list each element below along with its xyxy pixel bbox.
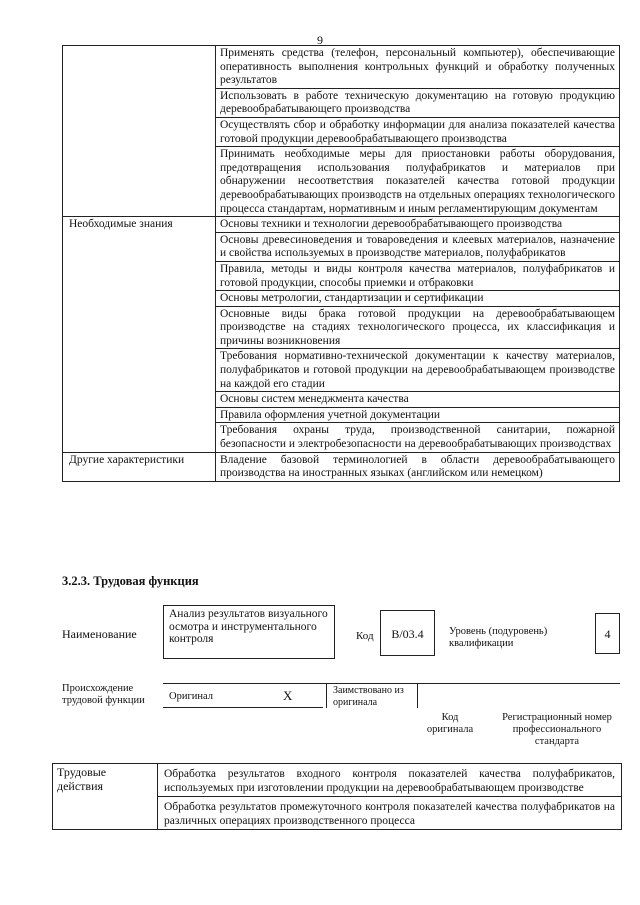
knowledge-skills-table [62,45,620,482]
origin-label: Происхождение трудовой функции [62,683,145,706]
knowledge-item: Правила, методы и виды контроля качества материалов, полуфабрикатов и готовой продукции, способы приемки и отбраковки [216,261,620,290]
skills-label-cell [63,46,216,217]
original-label: Оригинал [169,691,213,702]
table-row [63,452,620,481]
skill-item: Применять средства (телефон, персональный компьютер), обеспечивающие оперативность выполнения контрольных функций и обработку полученных результатов [216,46,620,89]
labor-action-item: Обработка результатов входного контроля показателей качества полуфабрикатов, используемых при изготовлении продукции на деревообрабатывающем производстве [158,764,622,797]
original-mark: X [283,688,293,703]
table-row [63,217,620,233]
labor-actions-table [52,763,622,830]
other-characteristics-label: Другие характеристики [63,452,216,481]
table-row [63,46,620,89]
skill-item: Принимать необходимые меры для приостановки работы оборудования, предотвращения использования полуфабрикатов и материалов при обнаружении несоответствия показателей качества готовой продукции деревообрабатывающих производств на отдельных операциях технологического процесса стандартам, нормативным и иным регламентирующим документам [216,147,620,217]
knowledge-item: Требования нормативно-технической документации к качеству материалов, полуфабрикатов и готовой продукции на деревообрабатывающем производстве на каждой его стадии [216,349,620,392]
registration-number-label: Регистрационный номер профессионального стандарта [502,712,612,747]
table-row [53,764,622,797]
other-characteristics-item: Владение базовой терминологией в области деревообрабатывающего производства на иностранных языках (английском или немецком) [216,452,620,481]
name-label: Наименование [62,627,137,641]
divider [163,683,620,684]
skill-item: Использовать в работе техническую документацию на готовую продукцию деревообрабатывающего производства [216,88,620,117]
borrowed-label: Заимствовано из оригинала [333,685,404,708]
knowledge-item: Основные виды брака готовой продукции на деревообрабатывающем производстве на стадиях технологического процесса, их классификация и причины возникновения [216,306,620,349]
labor-actions-label: Трудовые действия [53,764,158,830]
code-original-label: Код оригинала [426,712,474,735]
page-number: 9 [317,33,323,47]
section-title: 3.2.3. Трудовая функция [62,574,199,588]
code-value-box: B/03.4 [380,610,435,656]
divider [163,707,323,708]
level-label: Уровень (подуровень) квалификации [449,626,548,649]
knowledge-item: Требования охраны труда, производственной санитарии, пожарной безопасности и электробезопасности на деревообрабатывающих производствах [216,423,620,452]
skill-item: Осуществлять сбор и обработку информации для анализа показателей качества готовой продукции деревообрабатывающего производства [216,117,620,146]
level-value-box: 4 [595,613,620,654]
knowledge-label: Необходимые знания [63,217,216,453]
knowledge-item: Основы систем менеджмента качества [216,392,620,408]
labor-action-item: Обработка результатов промежуточного контроля показателей качества полуфабрикатов на различных операциях производственного процесса [158,797,622,830]
knowledge-item: Основы древесиноведения и товароведения и клеевых материалов, назначение и свойства используемых в производстве материалов, полуфабрикатов [216,232,620,261]
code-label: Код [356,630,374,642]
knowledge-item: Основы техники и технологии деревообрабатывающего производства [216,217,620,233]
origin-row [163,683,620,708]
knowledge-item: Основы метрологии, стандартизации и сертификации [216,291,620,307]
divider [326,683,327,708]
knowledge-item: Правила оформления учетной документации [216,407,620,423]
name-value-box: Анализ результатов визуального осмотра и инструментального контроля [163,605,335,659]
